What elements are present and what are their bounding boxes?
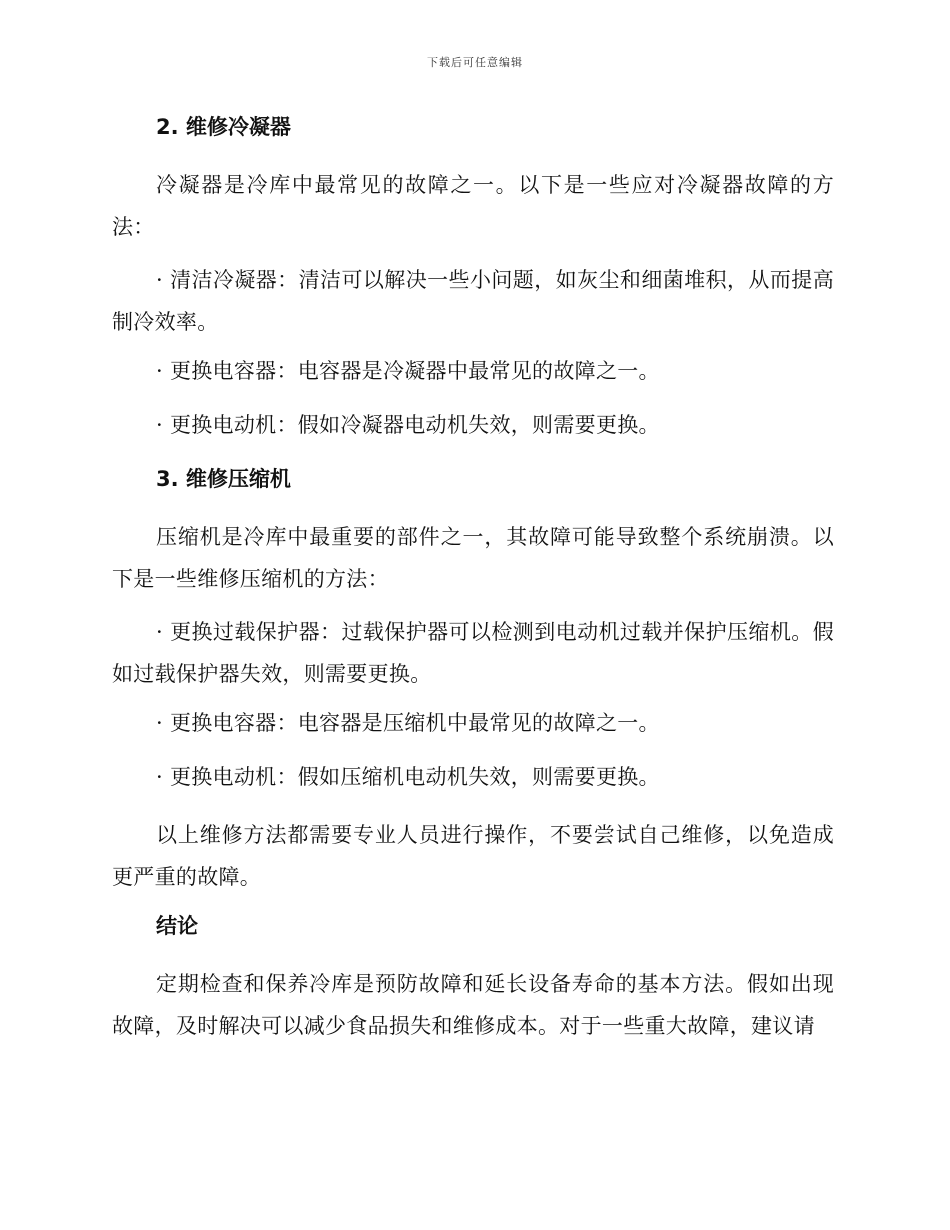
- bullet-replace-motor-compressor: · 更换电动机：假如压缩机电动机失效，则需要更换。: [156, 765, 660, 789]
- document-body: [112, 110, 834, 1058]
- conclusion-paragraph: 定期检查和保养冷库是预防故障和延长设备寿命的基本方法。假如出现故障，及时解决可以减少食品损失和维修成本。对于一些重大故障，建议请: [112, 972, 834, 1038]
- section-heading-compressor: 3. 维修压缩机: [156, 467, 291, 491]
- bullet-replace-capacitor-condenser: · 更换电容器：电容器是冷凝器中最常见的故障之一。: [156, 359, 660, 383]
- page-header-note: 下载后可任意编辑: [427, 56, 523, 69]
- bullet-replace-motor-condenser: · 更换电动机：假如冷凝器电动机失效，则需要更换。: [156, 413, 660, 437]
- section-intro-compressor: 压缩机是冷库中最重要的部件之一，其故障可能导致整个系统崩溃。以下是一些维修压缩机的方法：: [112, 525, 834, 591]
- section-heading-condenser: 2. 维修冷凝器: [156, 115, 291, 139]
- conclusion-heading: 结论: [156, 914, 198, 938]
- bullet-clean-condenser: · 清洁冷凝器：清洁可以解决一些小问题，如灰尘和细菌堆积，从而提高制冷效率。: [112, 268, 834, 334]
- bullet-replace-capacitor-compressor: · 更换电容器：电容器是压缩机中最常见的故障之一。: [156, 711, 660, 735]
- section-intro-condenser: 冷凝器是冷库中最常见的故障之一。以下是一些应对冷凝器故障的方法：: [112, 173, 834, 239]
- bullet-replace-overload-protector: · 更换过载保护器：过载保护器可以检测到电动机过载并保护压缩机。假如过载保护器失效，则需要更换。: [112, 620, 834, 686]
- repair-note-paragraph: 以上维修方法都需要专业人员进行操作，不要尝试自己维修，以免造成更严重的故障。: [112, 823, 834, 889]
